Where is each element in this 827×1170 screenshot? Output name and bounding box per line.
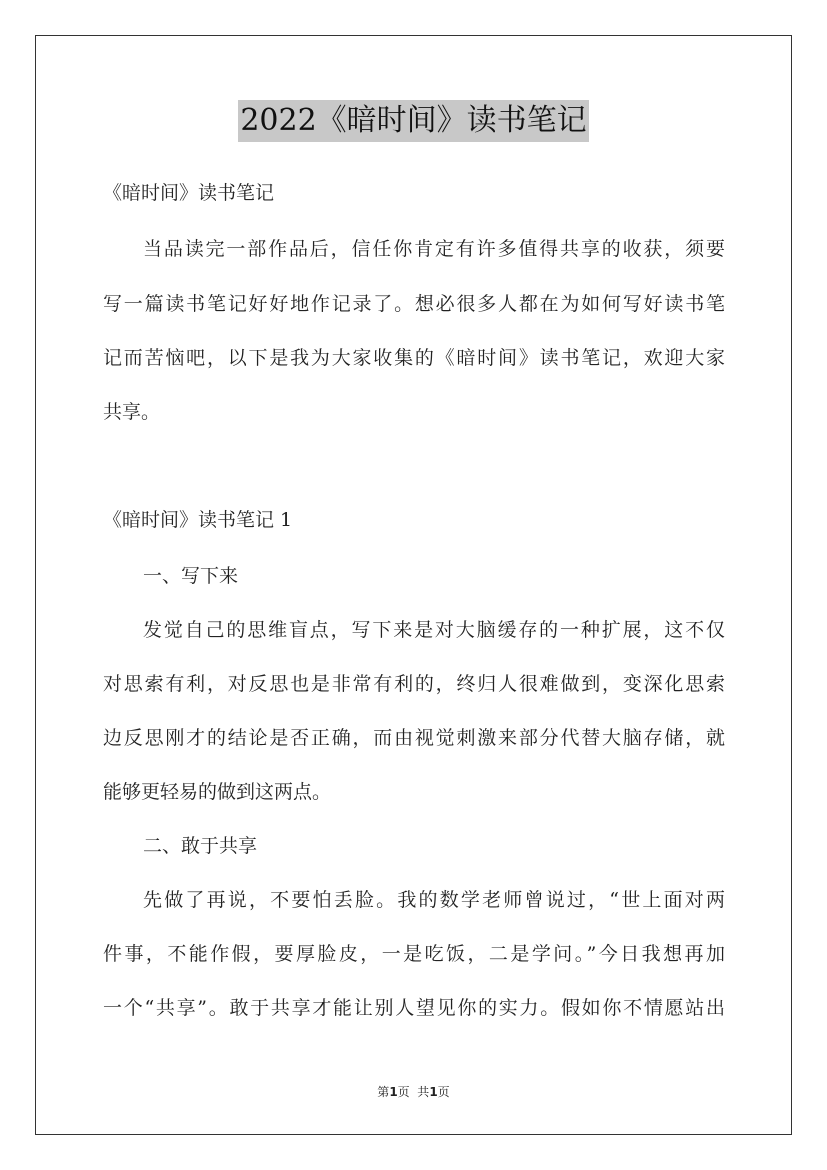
document-subtitle[interactable]: 《暗时间》读书笔记 [103,182,275,204]
para1-line-4[interactable]: 能够更轻易的做到这两点。 [103,781,332,803]
footer-prefix: 第 [377,1085,390,1099]
heading-write-down[interactable]: 一、写下来 [143,565,239,587]
intro-line-3[interactable]: 记而苦恼吧，以下是我为大家收集的《暗时间》读书笔记，欢迎大家 [103,347,725,369]
footer-suffix: 页 [437,1085,450,1099]
footer-mid: 页 共 [397,1085,430,1099]
intro-line-4[interactable]: 共享。 [103,401,161,423]
para1-line-3[interactable]: 边反思刚才的结论是否正确，而由视觉刺激来部分代替大脑存储，就 [103,727,725,749]
intro-line-1[interactable]: 当品读完一部作品后，信任你肯定有许多值得共享的收获，须要 [143,238,725,260]
para2-line-1[interactable]: 先做了再说，不要怕丢脸。我的数学老师曾说过，“世上面对两 [143,889,725,911]
para2-line-3[interactable]: 一个“共享”。敢于共享才能让别人望见你的实力。假如你不情愿站出 [103,997,725,1019]
footer-page-current: 1 [389,1085,398,1099]
para1-line-2[interactable]: 对思索有利，对反思也是非常有利的，终归人很难做到，变深化思索 [103,673,725,695]
intro-line-2[interactable]: 写一篇读书笔记好好地作记录了。想必很多人都在为如何写好读书笔 [103,293,725,315]
title-container [0,100,827,142]
document-title[interactable]: 2022《暗时间》读书笔记 [238,100,588,142]
footer-page-total: 1 [429,1085,438,1099]
page-footer [0,1084,827,1100]
section-title[interactable]: 《暗时间》读书笔记 1 [103,509,293,531]
heading-dare-to-share[interactable]: 二、敢于共享 [143,835,258,857]
para2-line-2[interactable]: 件事，不能作假，要厚脸皮，一是吃饭，二是学问。”今日我想再加 [103,943,725,965]
para1-line-1[interactable]: 发觉自己的思维盲点，写下来是对大脑缓存的一种扩展，这不仅 [143,619,725,641]
